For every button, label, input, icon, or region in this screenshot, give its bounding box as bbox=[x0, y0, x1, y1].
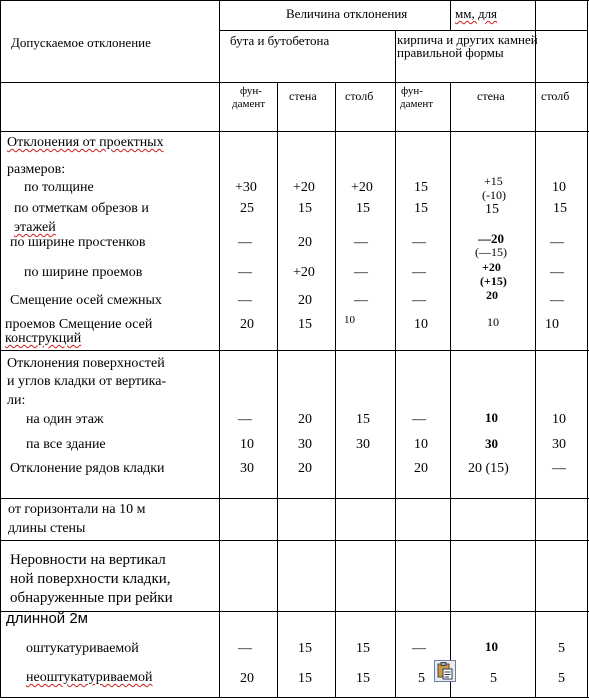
cell-value: 30 bbox=[240, 461, 254, 476]
grid-line bbox=[450, 0, 451, 30]
cell-value: 10 bbox=[552, 412, 566, 427]
cell-value: — bbox=[412, 235, 426, 250]
col-foundation2-header: фун- bbox=[401, 85, 423, 97]
row-label-openings: по ширине проемов bbox=[24, 265, 143, 280]
cell-value: 15 bbox=[485, 202, 499, 217]
grid-line bbox=[450, 82, 451, 698]
cell-value: 15 bbox=[553, 201, 567, 216]
row-label-piers: по ширине простенков bbox=[10, 235, 146, 250]
cell-value: 15 bbox=[414, 201, 428, 216]
horizontal-label: от горизонтали на 10 м bbox=[8, 502, 146, 517]
cell-value: +20 bbox=[293, 180, 315, 195]
cell-value: 15 bbox=[298, 201, 312, 216]
group-brick-header-line2: правильной формы bbox=[397, 45, 504, 60]
unevenness-label: ной поверхности кладки, bbox=[10, 571, 171, 587]
cell-value: +20 bbox=[482, 260, 501, 274]
cell-value: — bbox=[238, 641, 252, 656]
cell-value: 5 bbox=[490, 671, 497, 686]
grid-line bbox=[0, 82, 589, 83]
permissible-header: Допускаемое отклонение bbox=[11, 35, 151, 50]
grid-line bbox=[220, 30, 588, 31]
vertical-deviation-label: и углов кладки от вертика- bbox=[7, 374, 167, 389]
cell-value: 15 bbox=[298, 641, 312, 656]
vertical-deviation-label: ли: bbox=[7, 393, 26, 408]
cell-value: 20 bbox=[414, 461, 428, 476]
col-foundation-header: фун- bbox=[240, 85, 262, 97]
cell-value: 20 bbox=[298, 293, 312, 308]
cell-value: 20 bbox=[240, 671, 254, 686]
col-wall2-header: стена bbox=[477, 89, 505, 103]
cell-value: 15 bbox=[298, 671, 312, 686]
cell-value: 10 bbox=[545, 317, 559, 332]
cell-value: — bbox=[238, 412, 252, 427]
cell-value: 20 (15) bbox=[468, 461, 509, 476]
cell-value: 10 bbox=[414, 317, 428, 332]
group-brick-header-line1: кирпича и других камней bbox=[397, 32, 538, 47]
cell-value: +30 bbox=[235, 180, 257, 195]
col-wall-header: стена bbox=[289, 89, 317, 103]
grid-line bbox=[335, 82, 336, 698]
cell-value: —20 bbox=[478, 231, 504, 246]
cell-value: — bbox=[550, 235, 564, 250]
cell-value: — bbox=[238, 293, 252, 308]
cell-value: 10 bbox=[240, 437, 254, 452]
cell-value: 15 bbox=[298, 317, 312, 332]
cell-value: +20 bbox=[351, 180, 373, 195]
cell-value: — bbox=[552, 461, 566, 476]
grid-line bbox=[0, 131, 589, 132]
row-label-marks: по отметкам обрезов и bbox=[14, 201, 149, 216]
row-label-thickness: по толщине bbox=[24, 180, 94, 195]
cell-value: — bbox=[412, 265, 426, 280]
grid-line bbox=[0, 611, 589, 612]
grid-line bbox=[277, 82, 278, 698]
cell-value: 20 bbox=[298, 412, 312, 427]
cell-value: — bbox=[238, 235, 252, 250]
cell-value: 10 bbox=[485, 410, 498, 425]
grid-line bbox=[0, 498, 589, 499]
cell-value: 25 bbox=[240, 201, 254, 216]
cell-value: (-10) bbox=[482, 188, 506, 202]
row-label-plastered: оштукатуриваемой bbox=[26, 641, 139, 656]
cell-value: — bbox=[412, 412, 426, 427]
cell-value: 10 bbox=[485, 639, 498, 654]
col-foundation-header: дамент bbox=[232, 98, 266, 110]
col-pillar2-header: столб bbox=[541, 89, 570, 103]
cell-value: 20 bbox=[486, 288, 498, 302]
grid-line bbox=[535, 0, 536, 698]
cell-value: (+15) bbox=[480, 274, 507, 288]
grid-line bbox=[395, 30, 396, 698]
row-label-whole-building: па все здание bbox=[26, 437, 106, 452]
cell-value: +15 bbox=[484, 174, 503, 188]
cell-value: — bbox=[354, 265, 368, 280]
cell-value: — bbox=[354, 235, 368, 250]
cell-value: 5 bbox=[558, 671, 565, 686]
cell-value: 10 bbox=[344, 314, 355, 326]
value-label: Величина отклонения bbox=[286, 6, 408, 21]
cell-value: 15 bbox=[356, 671, 370, 686]
clipboard-paste-icon[interactable] bbox=[434, 660, 456, 682]
col-pillar-header: столб bbox=[345, 89, 374, 103]
row-label-axes-structures: конструкций bbox=[5, 331, 82, 346]
row-label-one-floor: на один этаж bbox=[26, 412, 104, 427]
design-deviation-label: Отклонения от проектных bbox=[7, 135, 164, 150]
cell-value: 30 bbox=[552, 437, 566, 452]
row-label-rows-deviation: Отклонение рядов кладки bbox=[10, 461, 165, 476]
grid-line bbox=[219, 0, 220, 698]
row-label-marks: этажей bbox=[14, 220, 56, 235]
col-foundation2-header: дамент bbox=[400, 98, 434, 110]
unevenness-label: обнаруженные при рейки bbox=[10, 590, 173, 606]
cell-value: 20 bbox=[240, 317, 254, 332]
row-label-axes-adjacent: Смещение осей смежных bbox=[10, 293, 162, 308]
cell-value: 15 bbox=[414, 180, 428, 195]
cell-value: 15 bbox=[356, 412, 370, 427]
grid-line bbox=[0, 350, 589, 351]
unevenness-label: Неровности на вертикал bbox=[10, 552, 166, 568]
grid-line bbox=[0, 0, 589, 1]
cell-value: (—15) bbox=[475, 245, 507, 259]
cell-value: — bbox=[412, 641, 426, 656]
design-deviation-label: размеров: bbox=[7, 162, 66, 177]
cell-value: 15 bbox=[356, 641, 370, 656]
cell-value: — bbox=[238, 265, 252, 280]
cell-value: 20 bbox=[298, 461, 312, 476]
grid-line bbox=[0, 0, 1, 698]
cell-value: — bbox=[550, 265, 564, 280]
cell-value: — bbox=[550, 293, 564, 308]
cell-value: 10 bbox=[552, 180, 566, 195]
cell-value: 5 bbox=[558, 641, 565, 656]
grid-line bbox=[587, 0, 588, 698]
cell-value: 30 bbox=[485, 436, 498, 451]
units-label: мм, для bbox=[455, 6, 498, 21]
grid-line bbox=[0, 540, 589, 541]
horizontal-label: длины стены bbox=[8, 521, 86, 536]
cell-value: 10 bbox=[414, 437, 428, 452]
cell-value: +20 bbox=[293, 265, 315, 280]
vertical-deviation-label: Отклонения поверхностей bbox=[7, 356, 165, 371]
group-rubble-header: бута и бутобетона bbox=[230, 33, 330, 48]
grid-line bbox=[0, 697, 589, 698]
cell-value: 20 bbox=[298, 235, 312, 250]
cell-value: 30 bbox=[298, 437, 312, 452]
cell-value: — bbox=[412, 293, 426, 308]
cell-value: 15 bbox=[356, 201, 370, 216]
cell-value: — bbox=[354, 293, 368, 308]
row-label-unplastered: неоштукатуриваемой bbox=[26, 670, 153, 685]
cell-value: 10 bbox=[487, 315, 499, 329]
unevenness-label: длинной 2м bbox=[6, 610, 88, 627]
row-label-axes-structures: проемов Смещение осей bbox=[5, 317, 153, 332]
cell-value: 30 bbox=[356, 437, 370, 452]
cell-value: 5 bbox=[418, 671, 425, 686]
